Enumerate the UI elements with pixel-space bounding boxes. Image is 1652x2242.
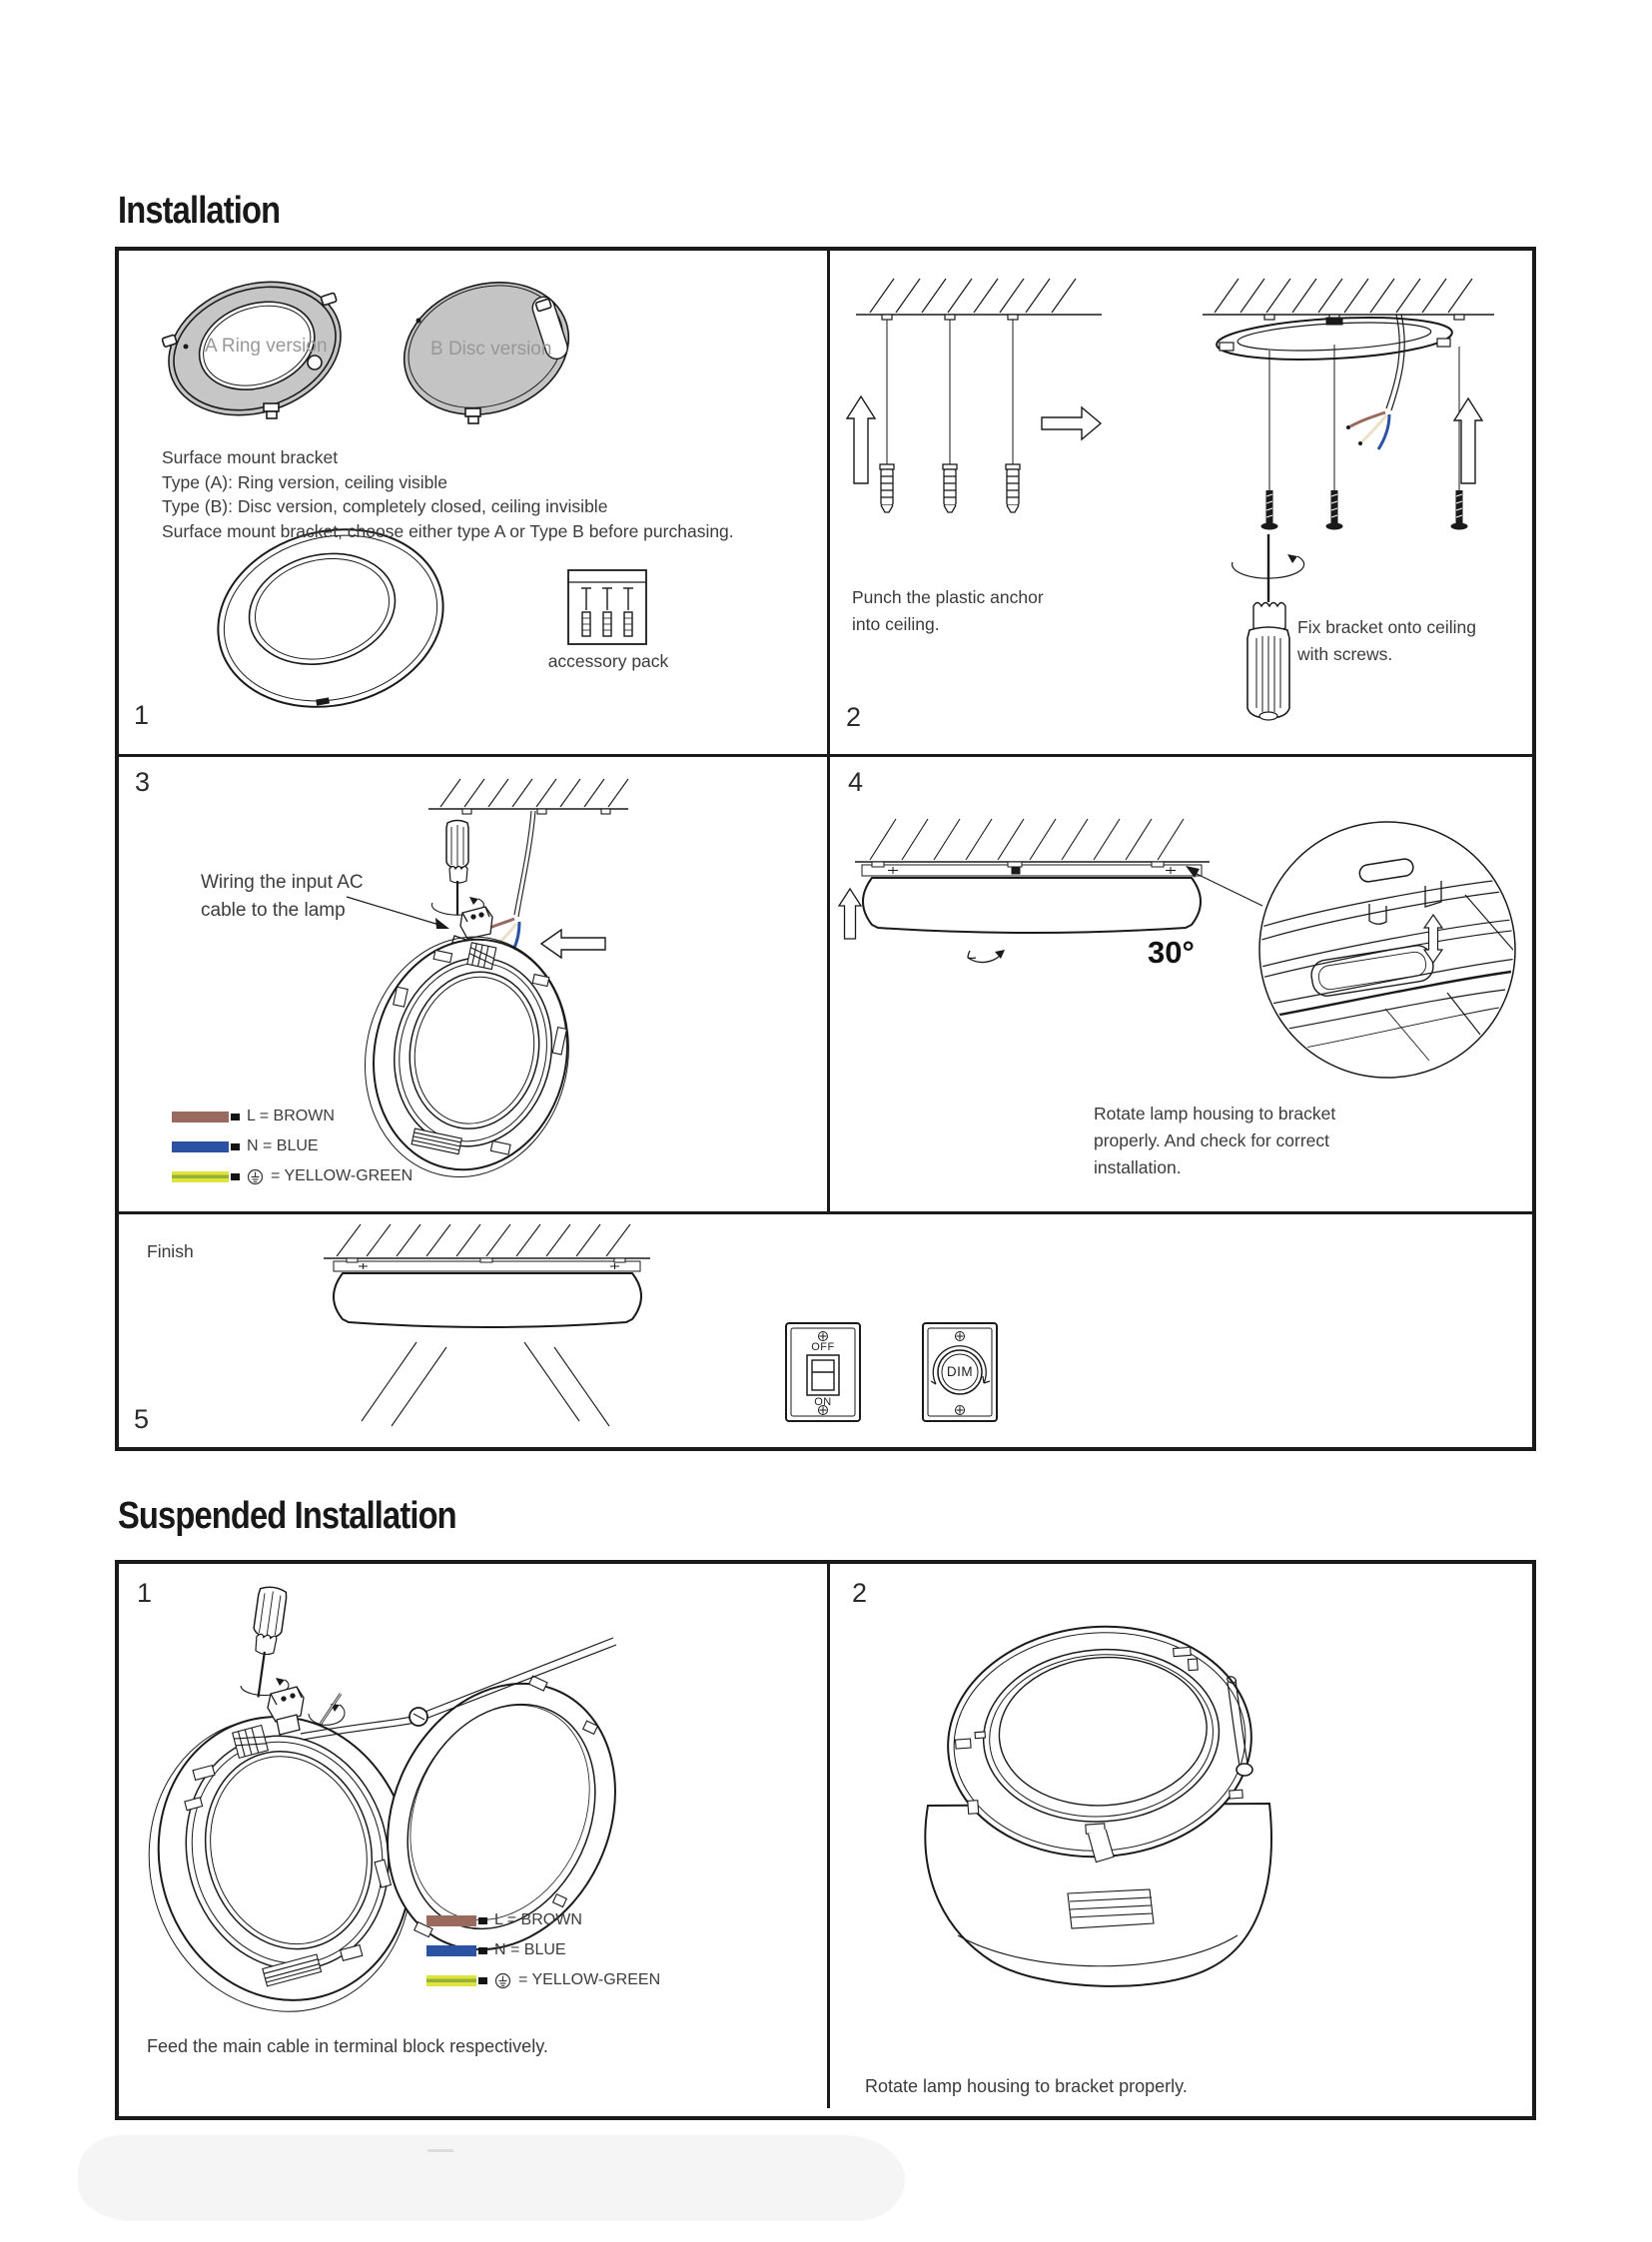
suspended-panel-2 <box>830 1564 1532 2108</box>
arrow-up-icon-right <box>1454 398 1482 483</box>
bracket-description: Surface mount bracket Type (A): Ring version, ceiling visible Type (B): Disc version, completely closed, ceiling invisible Surface mount bracket, choose either type A or Type B before purchasing. <box>162 447 734 541</box>
cable-rotation-arrow <box>309 1694 345 1725</box>
suspended-panel-1-number: 1 <box>137 1578 153 1608</box>
suspended-title: Suspended Installation <box>118 1495 456 1537</box>
lamp-housing-side <box>863 878 1201 933</box>
ceiling-hatch <box>428 779 628 814</box>
legend-row-brown: L = BROWN <box>172 1102 413 1131</box>
arrow-right-icon <box>1042 407 1101 439</box>
suspended-panel-2-illustration <box>830 1564 1532 2108</box>
yellow-green-wire-swatch <box>172 1171 229 1182</box>
erased-mark <box>427 2149 453 2152</box>
panel-2 <box>830 251 1532 754</box>
screwdriver-icon <box>1233 534 1304 720</box>
panel-1-number: 1 <box>134 700 150 730</box>
disc-b-label: B Disc version <box>430 339 552 360</box>
suspended-box <box>115 1560 1536 2120</box>
switch-on-label: ON <box>814 1396 832 1408</box>
panel-3-number: 3 <box>135 767 151 797</box>
panel-3 <box>119 757 827 1211</box>
ceiling-hatch-right <box>1203 279 1494 320</box>
installation-title: Installation <box>118 190 281 232</box>
panel-5 <box>119 1214 1532 1447</box>
panel-4-caption: Rotate lamp housing to bracket properly. And check for correct installation. <box>1094 1104 1336 1177</box>
brown-wire-swatch <box>426 1915 476 1926</box>
accessory-pack-icon <box>568 570 646 644</box>
blue-wire-swatch <box>172 1141 229 1152</box>
earth-ground-icon <box>494 1972 511 1989</box>
panel-4-number: 4 <box>848 767 864 797</box>
switch-off-label: OFF <box>811 1341 835 1353</box>
panel-5-number: 5 <box>134 1404 150 1434</box>
wire-legend <box>172 1102 413 1191</box>
yellow-green-wire-swatch <box>426 1975 476 1986</box>
panel-4 <box>830 757 1532 1211</box>
bracket-plate <box>862 862 1202 876</box>
arrow-up-icon-left <box>847 396 875 483</box>
hanging-screws <box>1261 345 1468 530</box>
panel-2-number: 2 <box>846 702 862 732</box>
accessory-pack-label: accessory pack <box>547 651 669 671</box>
rotation-angle-label: 30° <box>1148 935 1195 970</box>
legend-row-blue: N = BLUE <box>426 1935 660 1965</box>
suspended-panel-1 <box>119 1564 827 2108</box>
lamp-housing-side <box>334 1273 641 1327</box>
ceiling-hatch <box>855 819 1210 862</box>
rotate-arrow-icon <box>968 950 1005 963</box>
ceiling-hatch <box>324 1224 650 1258</box>
panel-5-illustration <box>119 1214 1532 1447</box>
erased-smudge <box>78 2135 905 2221</box>
wire-legend <box>426 1905 660 1995</box>
panel-1 <box>119 251 827 754</box>
finish-label: Finish <box>147 1241 194 1261</box>
brown-wire-swatch <box>172 1112 229 1122</box>
legend-row-brown: L = BROWN <box>426 1905 660 1935</box>
input-cable <box>514 811 535 917</box>
suspended-panel-2-number: 2 <box>852 1578 868 1608</box>
suspended-panel-2-caption: Rotate lamp housing to bracket properly. <box>865 2076 1188 2096</box>
earth-ground-icon <box>247 1168 264 1185</box>
installation-box <box>115 247 1536 1451</box>
ac-cable-wires <box>1346 315 1404 449</box>
arrow-up-icon <box>839 889 861 939</box>
light-rays <box>362 1342 609 1426</box>
blue-wire-swatch <box>426 1945 476 1956</box>
legend-row-blue: N = BLUE <box>172 1131 413 1161</box>
suspended-panel-1-illustration <box>119 1564 827 2108</box>
legend-row-yellow-green: = YELLOW-GREEN <box>426 1965 660 1995</box>
panel-2-caption-left: Punch the plastic anchor into ceiling. <box>852 587 1044 634</box>
panel-2-illustration <box>830 251 1532 754</box>
panel-3-caption: Wiring the input AC cable to the lamp <box>201 872 364 921</box>
suspended-panel-1-caption: Feed the main cable in terminal block respectively. <box>147 2036 548 2056</box>
ring-a-label: A Ring version <box>205 336 328 357</box>
screwdriver-icon <box>431 821 483 916</box>
magnifier-detail <box>1259 822 1521 1078</box>
bracket-plate <box>334 1258 640 1271</box>
panel-2-caption-right: Fix bracket onto ceiling with screws. <box>1297 617 1476 664</box>
ceiling-hatch-left <box>856 279 1102 320</box>
legend-row-yellow-green: = YELLOW-GREEN <box>172 1161 413 1191</box>
plastic-anchors <box>880 320 1020 512</box>
dimmer-label: DIM <box>946 1364 974 1379</box>
arrow-left-icon <box>541 930 605 958</box>
